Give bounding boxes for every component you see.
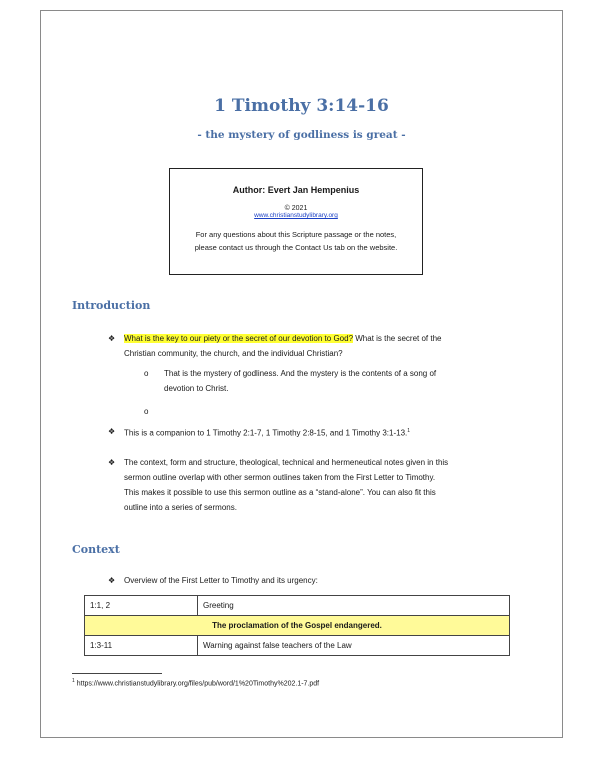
diamond-bullet-icon: ❖ [108, 334, 116, 343]
circle-bullet-icon: o [144, 407, 149, 416]
footnote-divider [72, 673, 162, 674]
table-row [85, 636, 510, 656]
footnote [72, 678, 319, 687]
diamond-bullet-icon: ❖ [108, 576, 116, 585]
table-cell: Warning against false teachers of the Law [198, 636, 510, 656]
page-subtitle: - the mystery of godliness is great - [197, 129, 406, 141]
table-row [85, 596, 510, 616]
bullet-line: Christian community, the church, and the individual Christian? [124, 349, 343, 358]
website-link[interactable]: www.christianstudylibrary.org [254, 212, 338, 219]
list-item [108, 331, 524, 361]
copyright-notice: © 2021 [284, 205, 308, 212]
table-cell: Greeting [198, 596, 510, 616]
author-info-box [169, 168, 423, 275]
table-section-row [85, 616, 510, 636]
footnote-reference[interactable]: 1 [407, 428, 411, 434]
table-cell: 1:1, 2 [85, 596, 198, 616]
contact-line-1: For any questions about this Scripture passage or the notes, [195, 230, 397, 239]
author-name: Author: Evert Jan Hempenius [232, 185, 360, 195]
overview-table [84, 595, 510, 656]
table-cell: 1:3-11 [85, 636, 198, 656]
footnote-number: 1 [72, 678, 75, 684]
diamond-bullet-icon: ❖ [108, 427, 116, 436]
contact-note [170, 228, 422, 254]
document-page [40, 10, 563, 738]
introduction-heading: Introduction [72, 299, 151, 312]
bullet-line: What is the key to our piety or the secret of our devotion to God? What is the secret of the [124, 334, 442, 343]
list-item: ❖ This is a companion to 1 Timothy 2:1-7, 1 Timothy 2:8-15, and 1 Timothy 3:1-13.$^1$ [124, 424, 524, 441]
page-title: 1 Timothy 3:14-16 [214, 96, 389, 116]
footnote-url[interactable]: https://www.christianstudylibrary.org/files/pub/word/1%20Timothy%202.1-7.pdf [74, 680, 320, 688]
contact-line-2: please contact us through the Contact Us tab on the website. [194, 243, 398, 252]
list-item: ❖ The context, form and structure, theological, technical and hermeneutical notes given in this sermon outline overlap with other sermon outlines taken from the First Letter to Timothy. This makes it possible to use this sermon outline as a “stand-alone”. You can also fit this outline into a series of sermons. [124, 455, 534, 515]
context-heading: Context [72, 543, 120, 556]
diamond-bullet-icon: ❖ [108, 458, 116, 467]
list-item: ❖ Overview of the First Letter to Timothy and its urgency: [124, 573, 524, 588]
highlighted-question: What is the key to our piety or the secret of our devotion to God? [124, 334, 354, 343]
circle-bullet-icon: o [144, 369, 149, 378]
table-section-cell: The proclamation of the Gospel endangered. [85, 616, 510, 636]
sub-list-item: o That is the mystery of godliness. And the mystery is the contents of a song of devotion to Christ. [164, 366, 504, 396]
